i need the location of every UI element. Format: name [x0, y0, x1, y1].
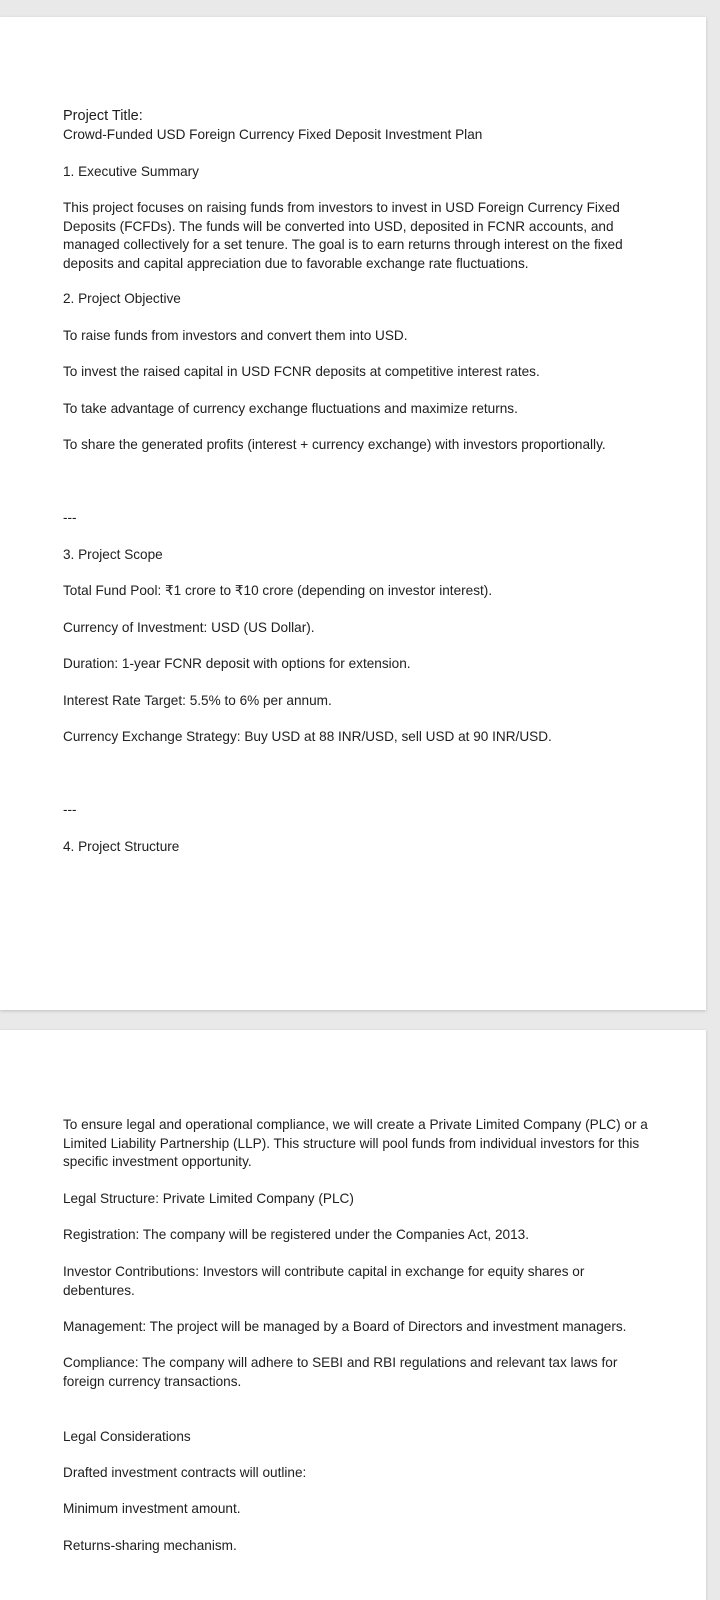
section-separator: --- — [63, 510, 77, 525]
legal-considerations-heading: Legal Considerations — [63, 1429, 191, 1444]
executive-summary-heading: 1. Executive Summary — [63, 164, 199, 179]
project-structure-heading: 4. Project Structure — [63, 839, 180, 854]
structure-intro: To ensure legal and operational compliance, we will create a Private Limited Company (PLC) or a Limited Liability Partnership (LLP). This structure will pool funds from individual investors for this specific investment opportunity. — [63, 1117, 648, 1169]
objective-item: To take advantage of currency exchange fluctuations and maximize returns. — [63, 401, 518, 416]
section-separator: --- — [63, 802, 77, 817]
objective-item: To invest the raised capital in USD FCNR deposits at competitive interest rates. — [63, 364, 540, 379]
project-title-label: Project Title: — [63, 108, 143, 124]
project-scope-heading: 3. Project Scope — [63, 547, 163, 562]
compliance-item: Compliance: The company will adhere to SEBI and RBI regulations and relevant tax laws for foreign currency transactions. — [63, 1355, 618, 1389]
contracts-intro: Drafted investment contracts will outline: — [63, 1465, 307, 1480]
scope-item: Duration: 1-year FCNR deposit with options for extension. — [63, 656, 411, 671]
project-objective-heading: 2. Project Objective — [63, 291, 181, 306]
investor-contributions-item: Investor Contributions: Investors will contribute capital in exchange for equity shares or debentures. — [63, 1264, 585, 1298]
scope-item: Currency Exchange Strategy: Buy USD at 88 INR/USD, sell USD at 90 INR/USD. — [63, 729, 552, 744]
document-page-1 — [0, 17, 706, 1010]
scope-item: Total Fund Pool: ₹1 crore to ₹10 crore (depending on investor interest). — [63, 583, 493, 598]
management-item: Management: The project will be managed by a Board of Directors and investment managers. — [63, 1319, 627, 1334]
objective-item: To raise funds from investors and convert them into USD. — [63, 328, 408, 343]
contract-item: Minimum investment amount. — [63, 1501, 241, 1516]
scope-item: Interest Rate Target: 5.5% to 6% per annum. — [63, 693, 332, 708]
project-title: Crowd-Funded USD Foreign Currency Fixed Deposit Investment Plan — [63, 127, 483, 142]
scope-item: Currency of Investment: USD (US Dollar). — [63, 620, 315, 635]
legal-structure-item: Legal Structure: Private Limited Company (PLC) — [63, 1191, 354, 1206]
contract-item: Returns-sharing mechanism. — [63, 1538, 237, 1553]
registration-item: Registration: The company will be registered under the Companies Act, 2013. — [63, 1227, 529, 1242]
objective-item: To share the generated profits (interest + currency exchange) with investors proportionally. — [63, 437, 606, 452]
document-page-2 — [0, 1030, 706, 1600]
executive-summary-body: This project focuses on raising funds from investors to invest in USD Foreign Currency Fixed Deposits (FCFDs). The funds will be converted into USD, deposited in FCNR accounts, and managed collectively for a set tenure. The goal is to earn returns through interest on the fixed deposits and capital appreciation due to favorable exchange rate fluctuations. — [63, 200, 623, 271]
